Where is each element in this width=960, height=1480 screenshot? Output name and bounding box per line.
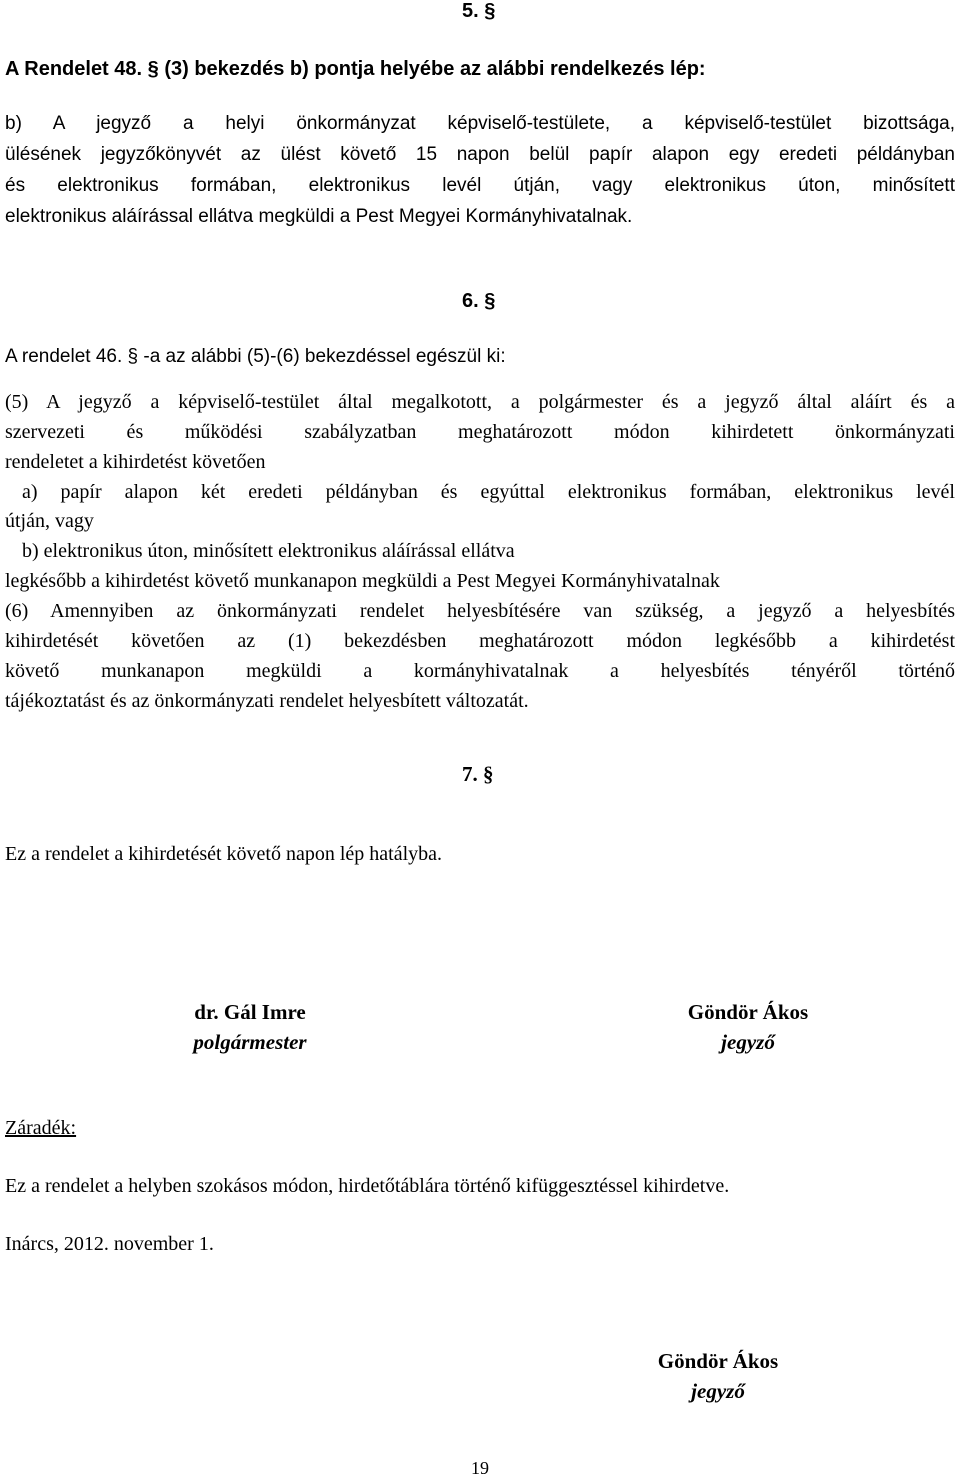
clause-heading: Záradék: [5, 1117, 77, 1139]
paragraph-6-line: kihirdetését követően az (1) bekezdésben meghatározott módon legkésőbb a kihirdetést [5, 630, 955, 652]
paragraph-6-line: tájékoztatást és az önkormányzati rendelet helyesbített változatát. [5, 690, 529, 712]
paragraph-5-line: szervezeti és működési szabályzatban meghatározott módon kihirdetett önkormányzati [5, 421, 955, 443]
clause-signer-name: Göndör Ákos [657, 1349, 779, 1373]
signer-right-name: Göndör Ákos [687, 1000, 809, 1024]
section-5-line: és elektronikus formában, elektronikus levél útján, vagy elektronikus úton, minősített [5, 175, 955, 196]
section-6-number: 6. § [462, 290, 496, 312]
paragraph-6-line: követő munkanapon megküldi a kormányhivatalnak a helyesbítés tényéről történő [5, 660, 955, 682]
clause-text: Ez a rendelet a helyben szokásos módon, hirdetőtáblára történő kifüggesztéssel kihirdetve. [5, 1175, 730, 1197]
section-6-intro: A rendelet 46. § -a az alábbi (5)-(6) bekezdéssel egészül ki: [5, 346, 506, 367]
item-a-line: a) papír alapon két eredeti példányban és egyúttal elektronikus formában, elektronikus levél [22, 481, 955, 503]
paragraph-6-line: (6) Amennyiben az önkormányzati rendelet helyesbítésére van szükség, a jegyző a helyesbítés [5, 600, 955, 622]
section-7-text: Ez a rendelet a kihirdetését követő napon lép hatályba. [5, 843, 443, 865]
signer-left-title: polgármester [193, 1030, 307, 1054]
section-5-line: b) A jegyző a helyi önkormányzat képviselő-testülete, a képviselő-testület bizottsága, [5, 113, 955, 134]
item-a-line: útján, vagy [5, 510, 94, 532]
section-5-line: elektronikus aláírással ellátva megküldi a Pest Megyei Kormányhivatalnak. [5, 206, 633, 227]
place-date: Inárcs, 2012. november 1. [5, 1233, 214, 1255]
section-7-number: 7. § [462, 762, 494, 786]
paragraph-5-line: rendeletet a kihirdetést követően [5, 451, 266, 473]
signer-right-title: jegyző [721, 1030, 775, 1054]
section-5-line: ülésének jegyzőkönyvét az ülést követő 15 napon belül papír alapon egy eredeti példányban [5, 144, 955, 165]
paragraph-5-end: legkésőbb a kihirdetést követő munkanapon megküldi a Pest Megyei Kormányhivatalnak [5, 570, 720, 592]
section-5-intro: A Rendelet 48. § (3) bekezdés b) pontja helyébe az alábbi rendelkezés lép: [5, 58, 706, 80]
page-number: 19 [471, 1458, 489, 1478]
item-b: b) elektronikus úton, minősített elektronikus aláírással ellátva [22, 540, 515, 562]
clause-signer-title: jegyző [691, 1379, 745, 1403]
signer-left-name: dr. Gál Imre [194, 1000, 306, 1024]
paragraph-5-line: (5) A jegyző a képviselő-testület által megalkotott, a polgármester és a jegyző által aláírt és a [5, 391, 955, 413]
section-5-number: 5. § [462, 0, 496, 22]
